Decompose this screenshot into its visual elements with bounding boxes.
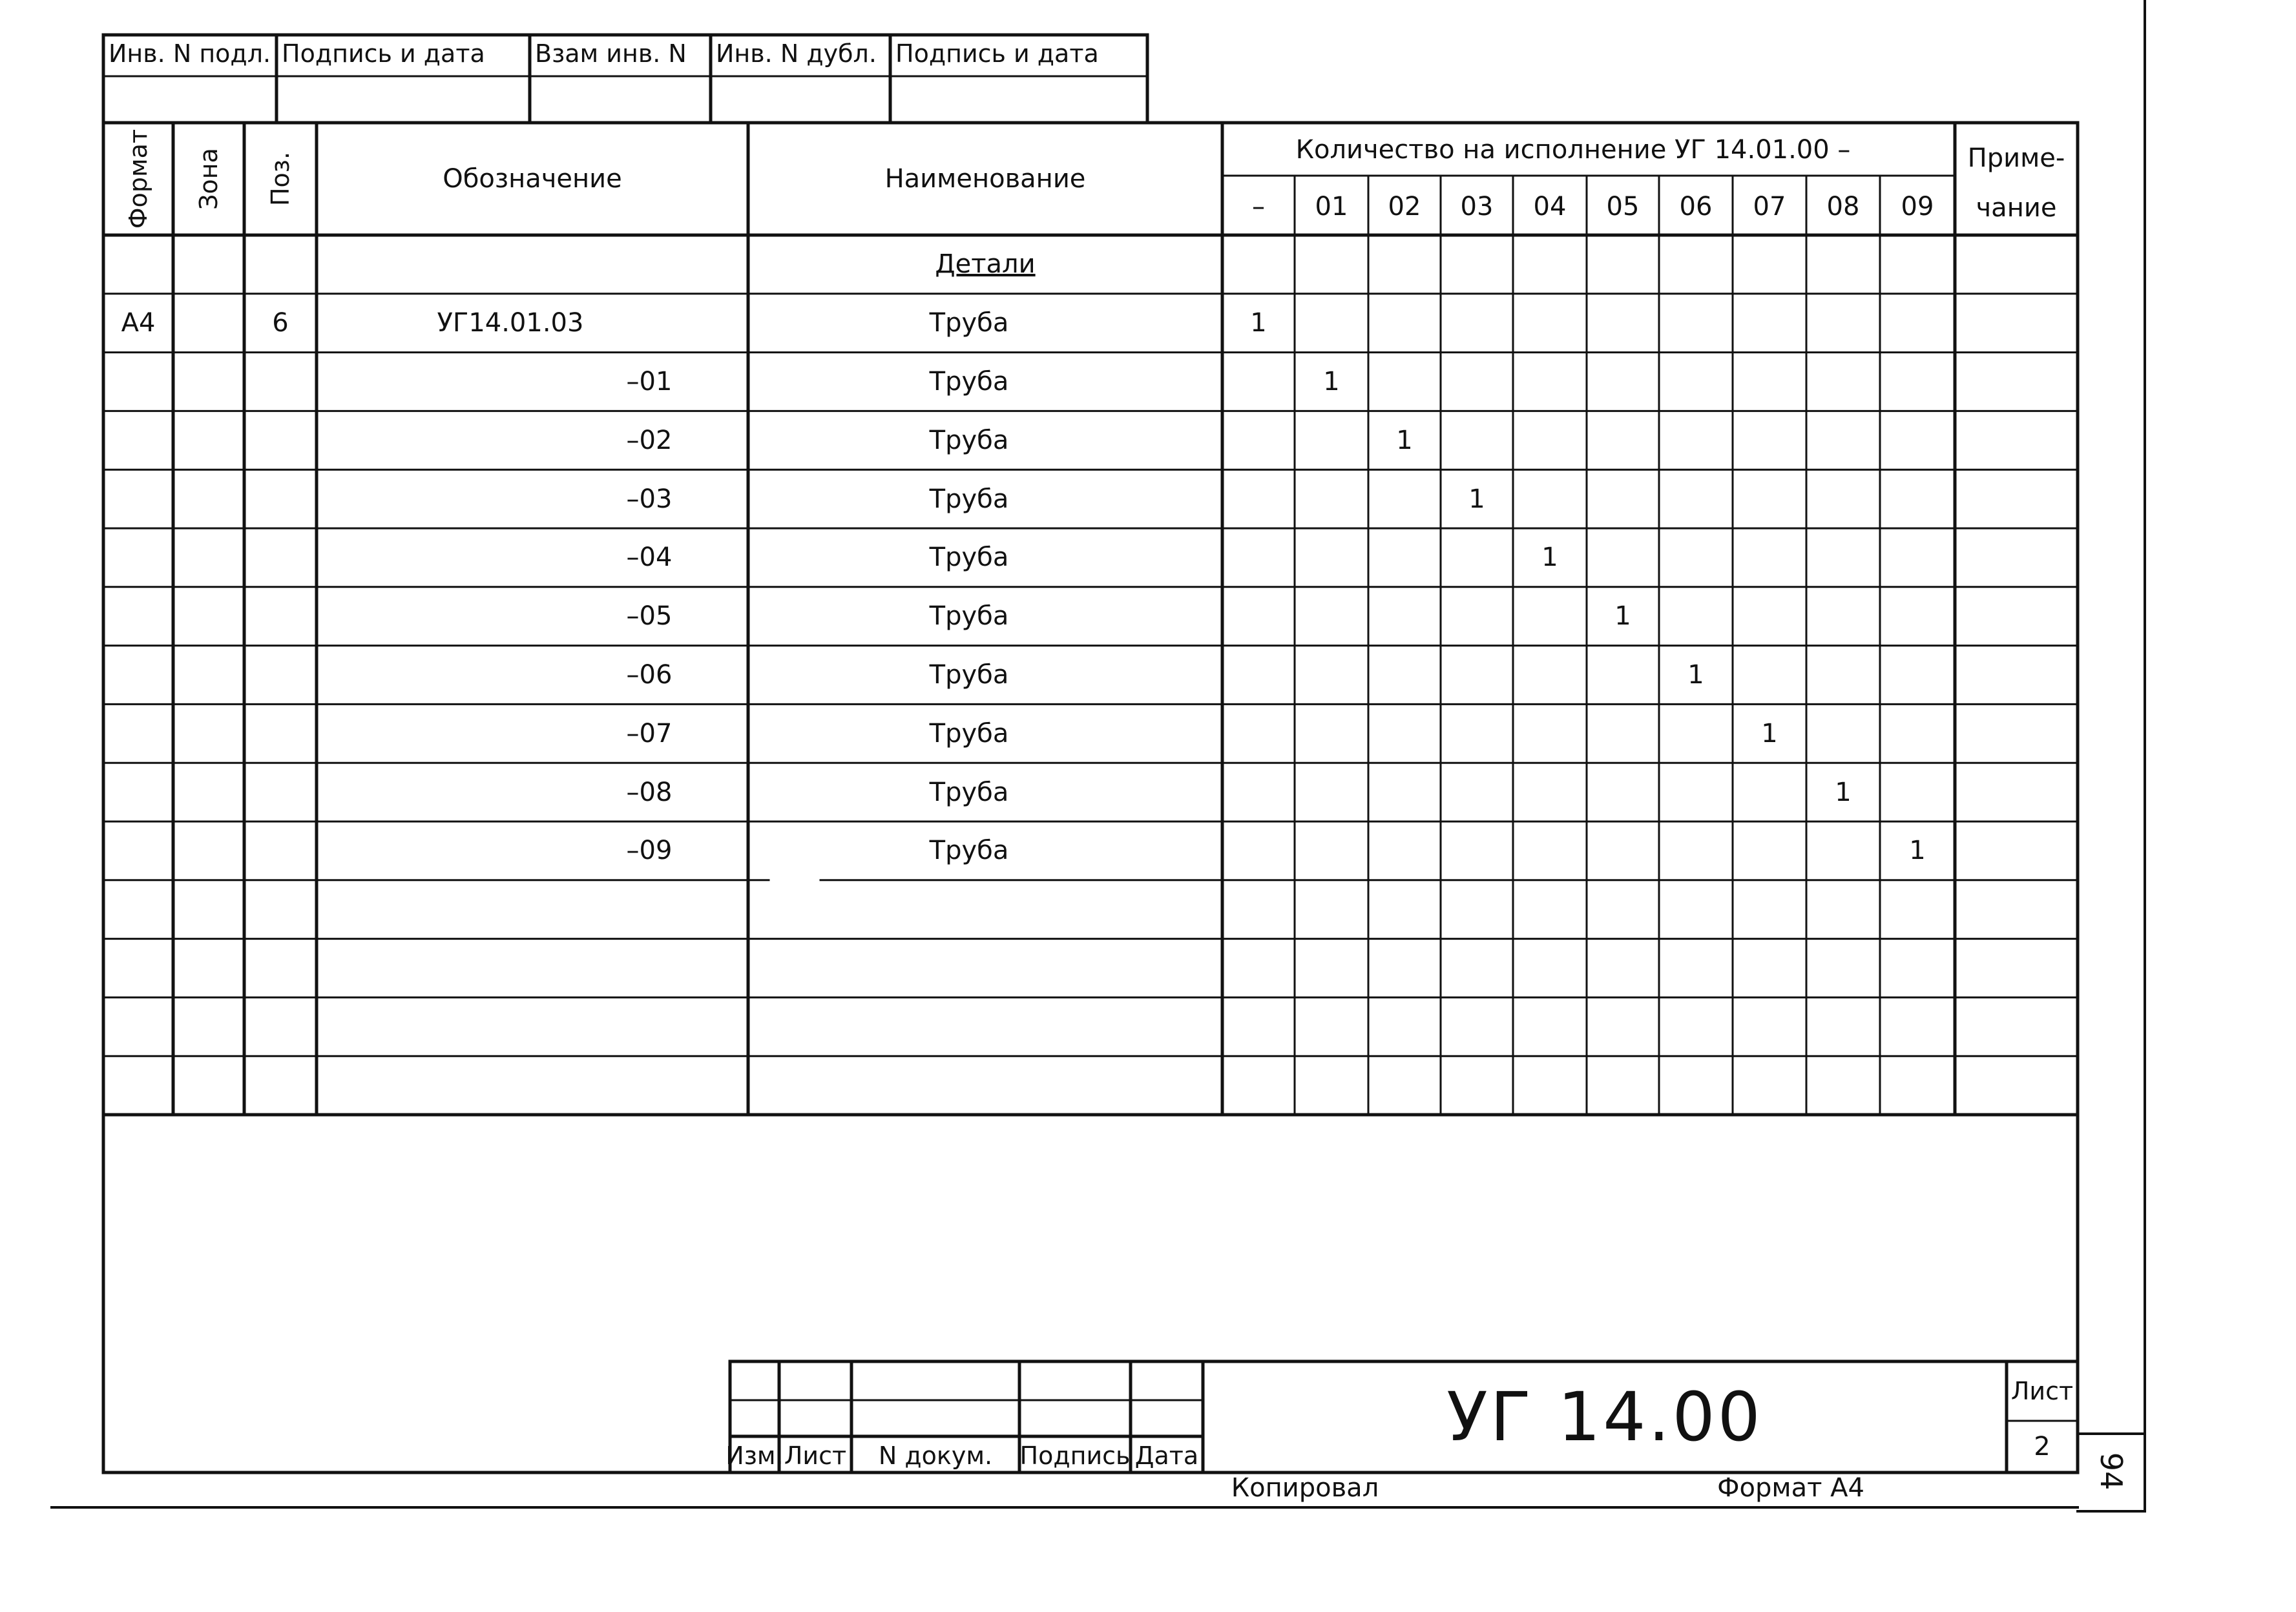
cell-name: Труба (929, 718, 1009, 749)
cell-qty: 1 (1761, 718, 1778, 749)
cell-qty: 1 (1396, 425, 1413, 455)
cell-name: Труба (929, 484, 1009, 514)
col-header-pos: Поз. (266, 151, 295, 207)
cell-pos: 6 (272, 308, 289, 338)
col-header-note: Приме- (1967, 143, 2065, 173)
title-block-label: Дата (1134, 1442, 1199, 1470)
cell-name: Труба (929, 367, 1009, 397)
cell-designation: –03 (626, 484, 673, 514)
cell-qty: 1 (1614, 601, 1631, 632)
format-label: Формат А4 (1717, 1473, 1864, 1503)
cell-designation: –06 (626, 660, 673, 690)
stamp-header: Подпись и дата (895, 39, 1099, 68)
title-block-label: Подпись (1019, 1442, 1131, 1470)
cell-qty: 1 (1250, 308, 1267, 338)
cell-qty: 1 (1909, 836, 1926, 866)
cell-name: Труба (929, 601, 1009, 632)
cell-name: Труба (929, 425, 1009, 455)
col-header-variant: 08 (1826, 192, 1860, 222)
section-title: Детали (935, 249, 1036, 279)
col-header-variant: 09 (1901, 192, 1934, 222)
cell-designation: –04 (626, 542, 673, 573)
cell-name: Труба (929, 660, 1009, 690)
copied-label: Копировал (1231, 1473, 1379, 1503)
title-block-label: Изм. (725, 1442, 784, 1470)
cell-qty: 1 (1323, 367, 1340, 397)
col-header-format: Формат (124, 129, 152, 229)
cell-name: Труба (929, 542, 1009, 573)
cell-qty: 1 (1468, 484, 1485, 514)
cell-designation: –07 (626, 718, 673, 749)
margin-number: 94 (2094, 1452, 2129, 1491)
cell-format: А4 (121, 308, 156, 338)
col-header-variant: – (1252, 192, 1265, 222)
cell-designation: –05 (626, 601, 673, 632)
col-header-name: Наименование (884, 164, 1086, 194)
stamp-header: Подпись и дата (282, 39, 485, 68)
stamp-header: Инв. N подл. (109, 39, 271, 68)
col-header-quantity: Количество на исполнение УГ 14.01.00 – (1295, 135, 1851, 165)
col-header-variant: 01 (1315, 192, 1348, 222)
cell-qty: 1 (1687, 660, 1704, 690)
sheet-number: 2 (2034, 1432, 2051, 1462)
cell-designation: –02 (626, 425, 673, 455)
cell-name: Труба (929, 836, 1009, 866)
col-header-variant: 07 (1753, 192, 1786, 222)
stamp-header: Взам инв. N (535, 39, 687, 68)
document-number: УГ 14.00 (1446, 1378, 1763, 1456)
cell-designation: –01 (626, 367, 673, 397)
cell-designation: УГ14.01.03 (437, 308, 584, 338)
cell-name: Труба (929, 777, 1009, 807)
col-header-variant: 03 (1460, 192, 1494, 222)
cell-designation: –09 (626, 836, 673, 866)
cell-name: Труба (929, 308, 1009, 338)
col-header-zone: Зона (194, 148, 223, 210)
cell-qty: 1 (1541, 542, 1558, 573)
col-header-variant: 05 (1606, 192, 1640, 222)
col-header-variant: 02 (1388, 192, 1421, 222)
col-header-variant: 06 (1679, 192, 1713, 222)
stamp-header: Инв. N дубл. (716, 39, 877, 68)
title-block-label: Лист (784, 1442, 847, 1470)
sheet-label: Лист (2010, 1377, 2074, 1405)
cell-qty: 1 (1835, 777, 1852, 807)
col-header-designation: Обозначение (443, 164, 622, 194)
cell-designation: –08 (626, 777, 673, 807)
title-block-label: N докум. (878, 1442, 993, 1470)
col-header-variant: 04 (1533, 192, 1567, 222)
col-header-note: чание (1976, 193, 2057, 223)
